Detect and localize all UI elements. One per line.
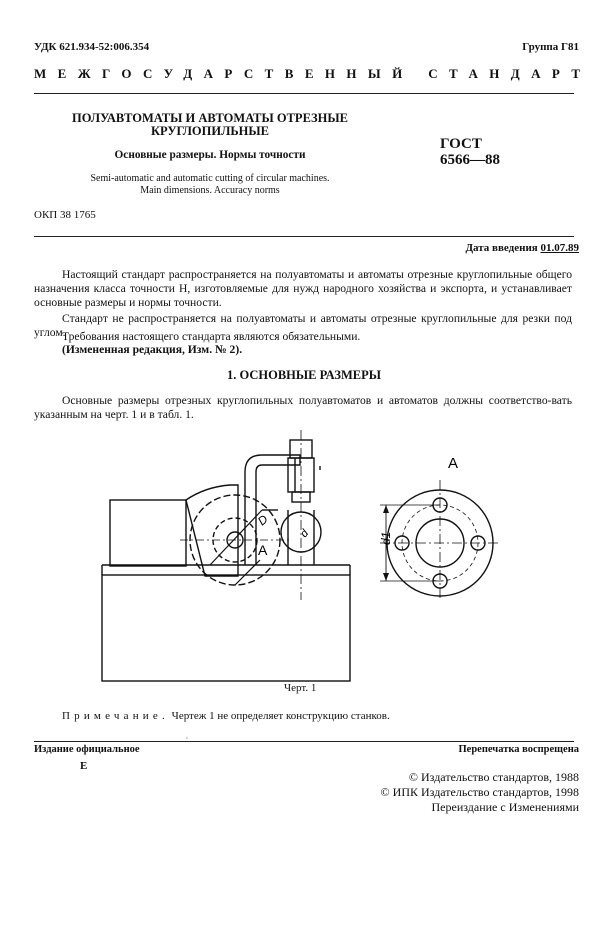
banner-text: МЕЖГОСУДАРСТВЕННЫЙ СТАНДАРТ — [34, 66, 592, 81]
okp-code: ОКП 38 1765 — [34, 209, 96, 221]
gost-number: 6566—88 — [440, 152, 500, 168]
udk-code: УДК 621.934-52:006.354 — [34, 41, 150, 53]
title-line2: КРУГЛОПИЛЬНЫЕ — [150, 124, 270, 138]
section-heading: 1. ОСНОВНЫЕ РАЗМЕРЫ — [226, 368, 382, 382]
title-line1: ПОЛУАВТОМАТЫ И АВТОМАТЫ ОТРЕЗНЫЕ — [71, 111, 348, 125]
introduction-date-value: 01.07.89 — [540, 242, 579, 254]
gost-label: ГОСТ — [440, 136, 482, 152]
paragraph-scope — [34, 268, 572, 311]
paragraph-exclusion-text: Стандарт не распространяется на полуавтоматы и автоматы отрезные круглопильные для резки под углом. — [34, 312, 572, 340]
introduction-date-label: Дата введения — [465, 242, 538, 254]
official-edition: Издание официальное — [34, 744, 140, 755]
reprint-notice: Перепечатка воспрещена — [458, 744, 579, 755]
group-code: Группа Г81 — [522, 41, 579, 53]
edition-letter: E — [80, 760, 88, 772]
banner — [34, 66, 592, 82]
english-title-line1: Semi-automatic and automatic cutting of circular machines. — [90, 173, 330, 184]
paragraph-mandatory-text: Требования настоящего стандарта являются обязательными. — [62, 330, 361, 343]
divider-footer — [34, 741, 574, 742]
note-text: Чертеж 1 не определяет конструкцию станков. — [171, 710, 390, 722]
divider-title — [34, 236, 574, 237]
saw-housing — [110, 500, 186, 566]
introduction-date — [465, 242, 579, 254]
copyright-1998: © ИПК Издательство стандартов, 1998 — [380, 785, 579, 799]
note-label: Примечание. — [62, 710, 169, 722]
subtitle: Основные размеры. Нормы точности — [114, 149, 306, 161]
reissue-note: Переиздание с Изменениями — [431, 800, 579, 814]
paragraph-amendment-text: (Измененная редакция, Изм. № 2). — [62, 343, 243, 356]
paragraph-dimensions-text: Основные размеры отрезных круглопильных полуавтоматов и автоматов должны соответство-вать указанным на черт. 1 и в табл. 1. — [34, 394, 572, 422]
paragraph-amendment — [34, 343, 572, 357]
copyright-1988: © Издательство стандартов, 1988 — [408, 770, 579, 784]
blade-diameter-label: D — [254, 511, 271, 529]
machine-base — [102, 575, 350, 681]
workpiece-diameter-label: d — [298, 527, 312, 540]
divider-top — [34, 93, 574, 94]
view-label-a: A — [258, 542, 268, 558]
paragraph-scope-text: Настоящий стандарт распространяется на полуавтоматы и автоматы отрезные круглопильные общего назначения класса точности Н, изготовляемые для нужд народного хозяйства и экспорта, и устанавливает основные размеры и нормы точности. — [34, 268, 572, 310]
english-title-line2: Main dimensions. Accuracy norms — [140, 185, 280, 196]
note — [62, 710, 390, 722]
machine-drawing — [0, 430, 616, 690]
view-a-title: A — [448, 455, 459, 472]
flange-view-a — [380, 480, 500, 600]
figure-caption: Черт. 1 — [284, 682, 317, 694]
center-mark: ' — [186, 736, 188, 747]
bolt-circle-label: d1 — [379, 531, 393, 545]
paragraph-dimensions — [34, 394, 572, 422]
